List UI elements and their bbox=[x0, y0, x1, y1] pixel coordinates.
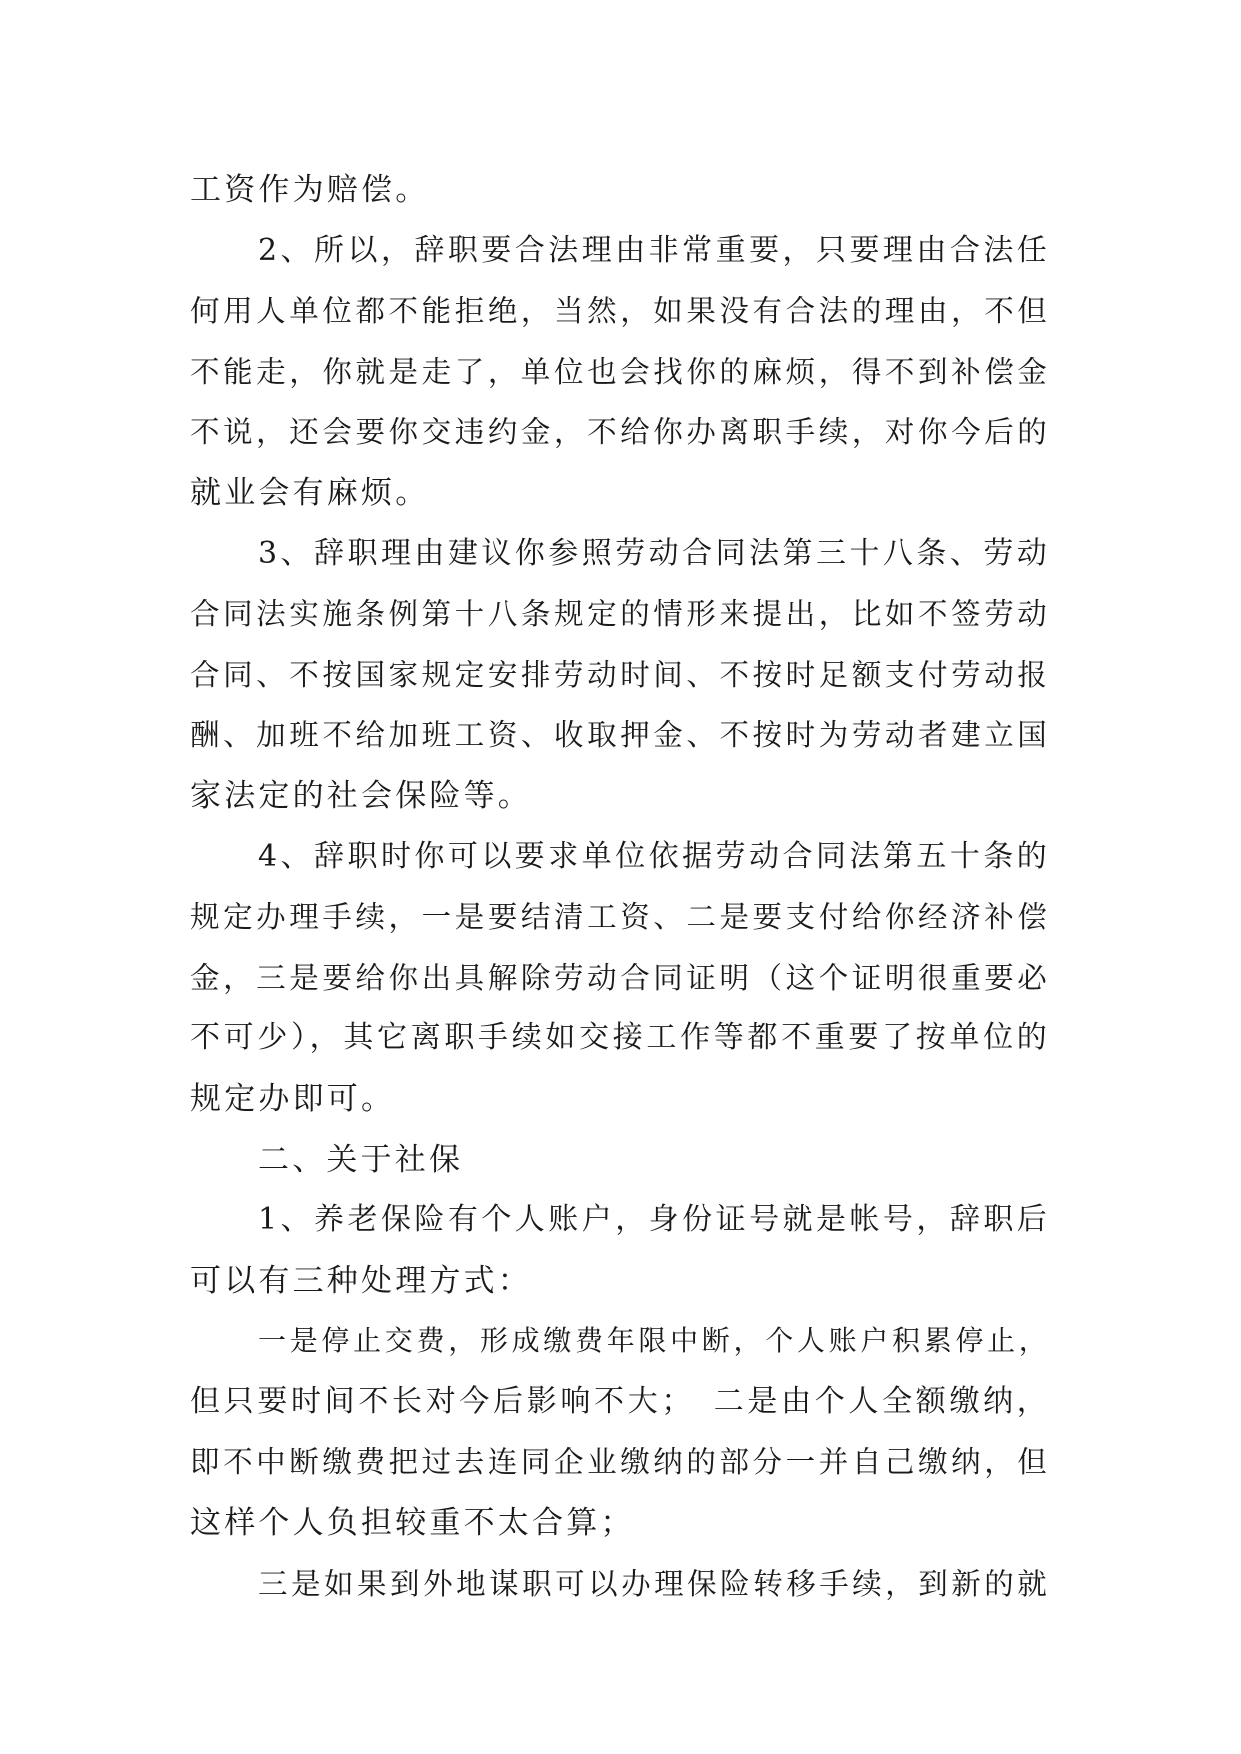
document-body bbox=[190, 160, 1050, 1614]
text-line: 但只要时间不长对今后影响不大； 二是由个人全额缴纳， bbox=[190, 1383, 1050, 1419]
text-line: 就业会有麻烦。 bbox=[190, 474, 430, 511]
text-line: 金，三是要给你出具解除劳动合同证明（这个证明很重要必 bbox=[190, 960, 1050, 995]
text-line: 三是如果到外地谋职可以办理保险转移手续，到新的就 bbox=[258, 1566, 1050, 1601]
text-line: 这样个人负担较重不太合算； bbox=[190, 1505, 635, 1542]
text-line: 即不中断缴费把过去连同企业缴纳的部分一并自己缴纳，但 bbox=[190, 1445, 1050, 1480]
text-line: 规定办即可。 bbox=[190, 1080, 396, 1117]
text-line: 规定办理手续，一是要结清工资、二是要支付给你经济补偿 bbox=[190, 900, 1050, 935]
text-line: 3、辞职理由建议你参照劳动合同法第三十八条、劳动 bbox=[258, 535, 1050, 571]
text-line: 可以有三种处理方式： bbox=[190, 1262, 532, 1299]
text-line: 何用人单位都不能拒绝，当然，如果没有合法的理由，不但 bbox=[190, 294, 1050, 329]
text-line: 1、养老保险有个人账户，身份证号就是帐号，辞职后 bbox=[258, 1202, 1050, 1238]
section-heading: 二、关于社保 bbox=[258, 1141, 464, 1178]
text-line: 家法定的社会保险等。 bbox=[190, 777, 532, 814]
text-line: 酬、加班不给加班工资、收取押金、不按时为劳动者建立国 bbox=[190, 718, 1050, 753]
text-line: 一是停止交费，形成缴费年限中断，个人账户积累停止， bbox=[258, 1324, 1050, 1358]
text-line: 合同法实施条例第十八条规定的情形来提出，比如不签劳动 bbox=[190, 597, 1050, 632]
text-line: 不说，还会要你交违约金，不给你办离职手续，对你今后的 bbox=[190, 415, 1050, 450]
text-line: 2、所以，辞职要合法理由非常重要，只要理由合法任 bbox=[258, 232, 1050, 268]
text-line: 4、辞职时你可以要求单位依据劳动合同法第五十条的 bbox=[258, 838, 1050, 874]
text-line: 不可少），其它离职手续如交接工作等都不重要了按单位的 bbox=[190, 1020, 1050, 1056]
text-line: 工资作为赔偿。 bbox=[190, 172, 430, 208]
text-line: 不能走，你就是走了，单位也会找你的麻烦，得不到补偿金 bbox=[190, 354, 1050, 389]
text-line: 合同、不按国家规定安排劳动时间、不按时足额支付劳动报 bbox=[190, 657, 1050, 692]
